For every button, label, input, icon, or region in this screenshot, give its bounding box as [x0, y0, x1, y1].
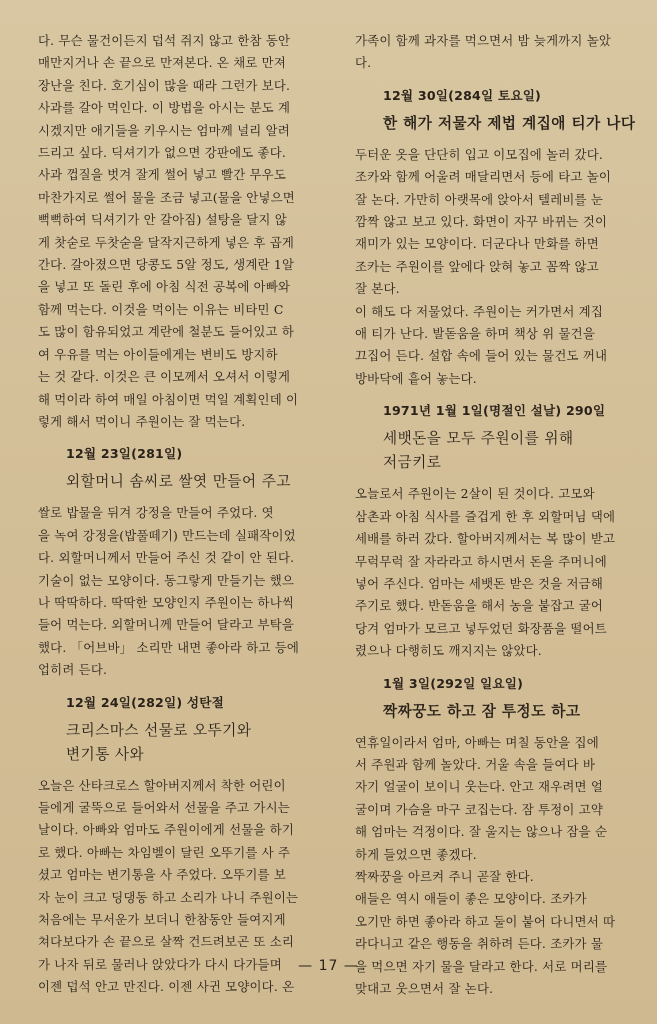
paragraph: 쌀로 밥물을 뒤겨 강정을 만들어 주었다. 엿 을 녹여 강정을(밥풀떼기) 만드는데 실패작이었 다. 외할머니께서 만들어 주신 것 같이 안 된다. 기술이 없는 모양이다. 동그랗게 만들기는 했으 나 딱딱하다. 딱딱한 모양인지 주원이는 하나씩 들어 먹는다. 외할머니께 만들어 달라고 부탁을 했다. 「어브바」 소리만 내면 좋아라 하고 등에 업히려 든다.	[38, 505, 300, 678]
page-number: — 17 —	[298, 958, 359, 974]
diary-date: 1971년 1월 1일(명절인 설날) 290일	[383, 403, 606, 419]
entry-heading: 크리스마스 선물로 오뚜기와 변기통 사와	[66, 721, 252, 763]
diary-date: 1월 3일(292일 일요일)	[383, 675, 524, 691]
paragraph: 연휴일이라서 엄마, 아빠는 며칠 동안을 집에 서 주원과 함께 놀았다. 거울 속을 들여다 바 자기 얼굴이 보이니 웃는다. 안고 재우려면 얼 굴이며 가슴을 마구 코집는다. 잠 투정이 고약 해 엄마는 걱정이다. 잘 울지는 않으나 잠을 순 하게 들었으면 좋겠다. 짝짜꿍을 아르켜 주니 곧잘 한다. 애들은 역시 애들이 좋은 모양이다. 조카가 오기만 하면 좋아라 하고 둘이 붙어 다니면서 따 라다니고 같은 행동을 취하려 든다. 조카가 물 을 먹으면 자기 물을 달라고 한다. 서로 머리를 맞대고 웃으면서 잘 논다.	[355, 734, 616, 996]
left-column	[38, 30, 330, 999]
entry-heading: 짝짜꿍도 하고 잠 투정도 하고	[383, 702, 581, 720]
paragraph: 오늘로서 주원이는 2살이 된 것이다. 고모와 삼촌과 아침 식사를 즐겁게 한 후 외할머님 댁에 세배를 하러 갔다. 할아버지께서는 복 많이 받고 무럭무럭 잘 자라라고 하시면서 돈을 주머니에 넣어 주신다. 엄마는 세뱃돈 받은 것을 저금해 주기로 했다. 반돋움을 해서 농을 붙잡고 굴어 당겨 엄마가 모르고 넣두었던 화장품을 떨어트 렸으나 다행히도 깨지지는 않았다.	[355, 486, 616, 659]
entry-heading: 세뱃돈을 모두 주원이를 위해 저금키로	[383, 430, 574, 472]
entry-heading: 외할머니 솜씨로 쌀엿 만들어 주고	[66, 473, 291, 491]
paragraph: 다. 무슨 물건이든지 덥석 쥐지 않고 한참 동안 매만지거나 손 끝으로 만져본다. 온 채로 만져 장난을 친다. 호기심이 많을 때라 그런가 보다. 사과를 갈아 먹인다. 이 방법을 아시는 분도 계 시겠지만 애기들을 키우시는 엄마께 널리 알려 드리고 싶다. 딕셔기가 없으면 강판에도 좋다. 사과 껍질을 벗겨 잘게 썰어 넣고 빨간 무우도 마찬가지로 썰어 물을 조금 넣고(물을 안넣으면 뻑뻑하여 딕셔기가 안 갈아짐) 설탕을 달지 않 게 찻숟로 두찻숟을 달작지근하게 넣은 후 곱게 간다. 갈아졌으면 당콩도 5알 정도, 생계란 1알 을 넣고 또 돌린 후에 아침 식전 공복에 아빠와 함께 먹는다. 이것을 먹이는 이유는 비타민 C 도 많이 함유되었고 계란에 철분도 들어있고 하 여 우유를 먹는 아이들에게는 변비도 방지하 는 것 같다. 이것은 큰 이모께서 오셔서 이렇게 해 먹이라 하여 매일 아침이면 먹일 계획인데 이 렇게 해서 먹이니 주원이는 잘 먹는다.	[38, 33, 299, 429]
diary-date: 12월 24일(282일) 성탄절	[66, 694, 225, 710]
right-column	[355, 30, 645, 1000]
entry-heading: 한 해가 저물자 제법 계집애 티가 나다	[383, 114, 636, 132]
diary-date: 12월 30일(284일 토요일)	[383, 87, 542, 103]
paragraph: 오늘은 산타크로스 할아버지께서 착한 어린이 들에게 굴뚝으로 들어와서 선물을 주고 가시는 날이다. 아빠와 엄마도 주원이에게 선물을 하기 로 했다. 아빠는 차임벨이 달린 오뚜기를 사 주 셨고 엄마는 변기통을 사 주었다. 오뚜기를 보 자 눈이 크고 딩댕동 하고 소리가 나니 주원이는 처음에는 무서운가 보더니 한참동안 들여지게 쳐다보다가 손 끝으로 살짝 건드려보곤 또 소리 가 나자 뒤로 물러나 앉았다가 다시 다가들며 이젠 덥석 안고 만진다. 이젠 사귄 모양이다. 온	[38, 777, 299, 995]
paragraph: 가족이 함께 과자를 먹으면서 밤 늦게까지 놀았 다.	[355, 33, 612, 71]
diary-date: 12월 23일(281일)	[66, 446, 183, 462]
paragraph: 두터운 옷을 단단히 입고 이모집에 놀러 갔다. 조카와 함께 어울려 매달리면서 등에 타고 놀이 잘 논다. 가만히 아랫목에 앉아서 텔레비를 눈 깜짝 않고 보고 있다. 화면이 자꾸 바뀌는 것이 재미가 있는 모양이다. 더군다나 만화를 하면 조카는 주원이를 앞에다 앉혀 놓고 꼼짝 않고 잘 본다. 이 해도 다 저물었다. 주원이는 커가면서 계집 애 티가 난다. 발돋움을 하며 책상 위 물건을 끄집어 든다. 설합 속에 들어 있는 물건도 꺼내 방바닥에 흩어 놓는다.	[355, 146, 612, 386]
